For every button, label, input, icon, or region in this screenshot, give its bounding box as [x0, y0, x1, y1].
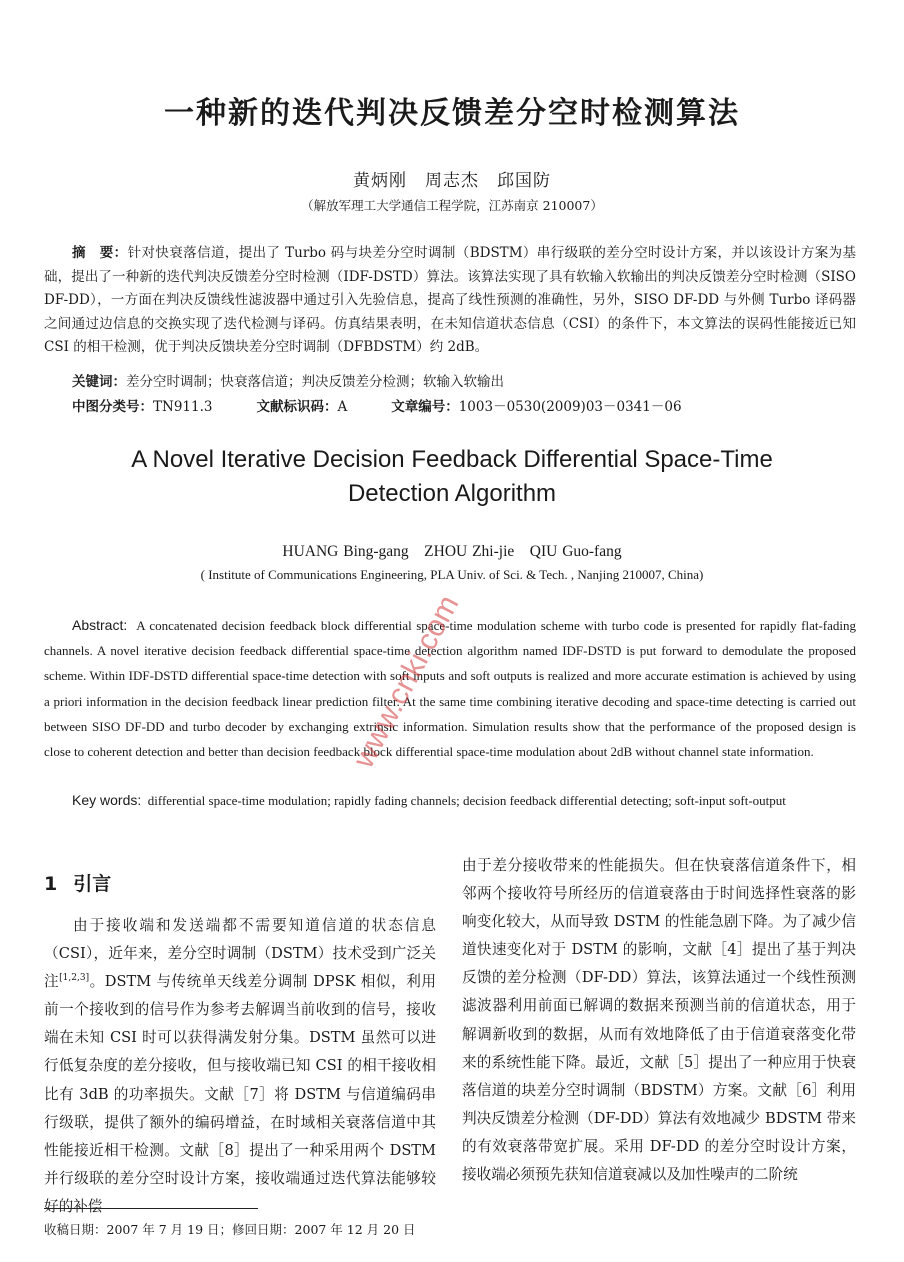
abstract-cn-text: 针对快衰落信道，提出了 Turbo 码与块差分空时调制（BDSTM）串行级联的差分空时设计方案，并以该设计方案为基础，提出了一种新的迭代判决反馈差分空时检测（IDF-DSTD）算法。该算法实现了具有软输入软输出的判决反馈差分空时检测（SISO DF-DD），一方面在判决反馈线性滤波器中通过引入先验信息，提高了线性预测的准确性，另外，SISO DF-DD 与外侧 Turbo 译码器之间通过边信息的交换实现了迭代检测与译码。仿真结果表明，在未知信道状态信息（CSI）的条件下，本文算法的误码性能接近已知 CSI 的相干检测，优于判决反馈块差分空时调制（DFBDSTM）约 2dB。 — [44, 245, 857, 355]
keywords-cn-label: 关键词： — [72, 374, 126, 390]
keywords-en-label: Key words: — [72, 792, 142, 808]
footnote-divider — [44, 1208, 258, 1209]
body-column-left — [44, 858, 436, 1221]
abstract-cn-label: 摘 要： — [72, 245, 128, 261]
watermark-text: www.cnki.com — [347, 589, 466, 774]
abstract-en — [44, 613, 856, 764]
section-title: 引言 — [73, 873, 112, 895]
affiliation-cn: （解放军理工大学通信工程学院，江苏南京 210007） — [301, 198, 603, 213]
classification-line — [72, 395, 852, 415]
intro-text-part-1: 由于接收端和发送端都不需要知道信道的状态信息（CSI），近年来，差分空时调制（DSTM）技术受到广泛关注 — [44, 917, 436, 991]
authors-en: HUANG Bing-gang ZHOU Zhi-jie QIU Guo-fang — [282, 543, 622, 560]
keywords-en-text: differential space-time modulation; rapidly fading channels; decision feedback differential detecting; soft-input soft-output — [147, 793, 786, 808]
doc-code-value: A — [337, 399, 348, 415]
article-number-value: 1003－0530(2009)03－0341－06 — [458, 399, 682, 415]
authors-cn: 黄炳刚 周志杰 邱国防 — [353, 171, 551, 191]
citation-ref: [1,2,3] — [59, 973, 90, 984]
intro-paragraph-1 — [44, 912, 436, 1221]
paper-title-en: A Novel Iterative Decision Feedback Differential Space-Time Detection Algorithm — [131, 446, 773, 507]
footnote-dates: 收稿日期：2007 年 7 月 19 日；修回日期：2007 年 12 月 20 日 — [44, 1222, 416, 1237]
body-column-right — [462, 852, 856, 1189]
affiliation-en: ( Institute of Communications Engineering, PLA Univ. of Sci. & Tech. , Nanjing 210007, China) — [200, 567, 704, 582]
abstract-en-label: Abstract: — [72, 617, 128, 633]
article-number-label: 文章编号： — [391, 399, 459, 415]
keywords-en — [44, 788, 856, 813]
intro-paragraph-2: 由于差分接收带来的性能损失。但在快衰落信道条件下，相邻两个接收符号所经历的信道衰落由于时间选择性衰落的影响变化较大，从而导致 DSTM 的性能急剧下降。为了减少信道快速变化对于 DSTM 的影响，文献［4］提出了基于判决反馈的差分检测（DF-DD）算法，该算法通过一个线性预测滤波器利用前面已解调的数据来预测当前的信道状态，用于解调新收到的数据，从而有效地降低了由于信道衰落变化带来的系统性能下降。最近，文献［5］提出了一种应用于快衰落信道的块差分空时调制（BDSTM）方案。文献［6］利用判决反馈差分检测（DF-DD）算法有效地减少 BDSTM 带来的有效衰落带宽扩展。采用 DF-DD 的差分空时设计方案，接收端必须预先获知信道衰减以及加性噪声的二阶统 — [462, 857, 856, 1184]
keywords-cn — [72, 370, 852, 390]
intro-text-part-2: 。DSTM 与传统单天线差分调制 DPSK 相似，利用前一个接收到的信号作为参考去解调当前收到的信号，接收端在未知 CSI 时可以获得满发射分集。DSTM 虽然可以进行低复杂度的差分接收，但与接收端已知 CSI 的相干接收相比有 3dB 的功率损失。文献［7］将 DSTM 与信道编码串行级联，提供了额外的编码增益，在时域相关衰落信道中其性能接近相干检测。文献［8］提出了一种采用两个 DSTM 并行级联的差分空时设计方案，接收端通过迭代算法能够较好的补偿 — [44, 973, 436, 1215]
section-number: 1 — [44, 873, 58, 895]
clc-value: TN911.3 — [153, 399, 213, 415]
section-heading — [44, 868, 436, 900]
doc-code-label: 文献标识码： — [256, 399, 338, 415]
keywords-cn-text: 差分空时调制；快衰落信道；判决反馈差分检测；软输入软输出 — [126, 374, 504, 390]
clc-label: 中图分类号： — [72, 399, 153, 415]
abstract-en-text: A concatenated decision feedback block differential space-time modulation scheme with turbo code is presented for rapidly flat-fading channels. A novel iterative decision feedback differential space-time detection algorithm named IDF-DSTD is put forward to demodulate the proposed scheme. Within IDF-DSTD differential space-time detection with soft inputs and soft outputs is realized and more accurate estimation is achieved by using a priori information in the decision feedback linear prediction filter. At the same time combining iterative decoding and space-time detecting is carried out between SISO DF-DD and turbo decoder by exchanging extrinsic information. Simulation results show that the performance of the proposed design is close to coherent detection and better than decision feedback block differential space-time modulation about 2dB without channel state information. — [44, 618, 856, 760]
abstract-cn — [44, 242, 856, 360]
paper-title-cn: 一种新的迭代判决反馈差分空时检测算法 — [164, 96, 740, 131]
